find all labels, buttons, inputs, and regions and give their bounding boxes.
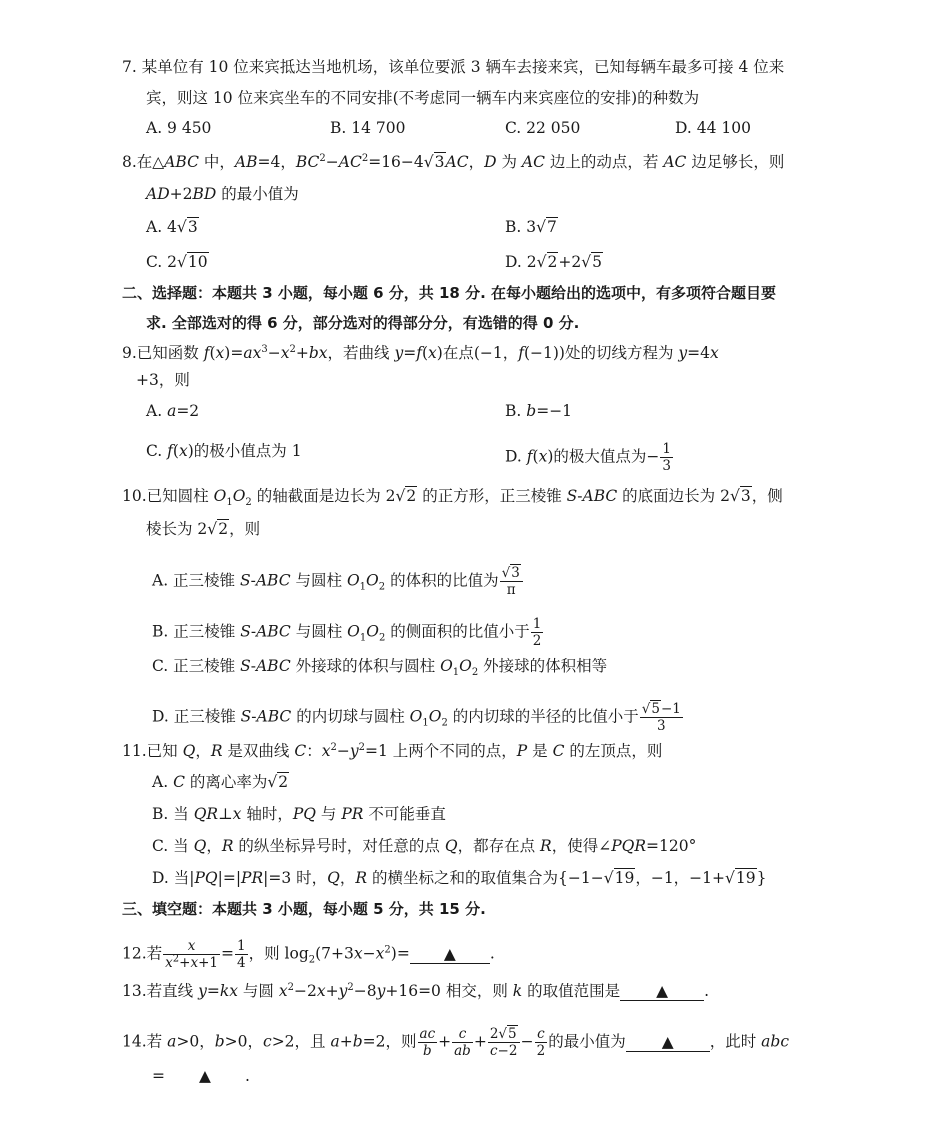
q9-option-a: A. a=2 (146, 402, 200, 420)
q13-line: 13.若直线 y=kx 与圆 $x^2-2x+y^2-8y+16=0$ 相交，则 k 的取值范围是 ▲ . (122, 981, 710, 1000)
q8-option-c: C. 2√10 (146, 253, 208, 271)
q10-option-d: D. 正三棱锥 S-ABC 的内切球与圆柱 $O_1O_2$ 的内切球的半径的比值小于 $\frac{√5-1}{3}$ (152, 701, 681, 734)
section3-title: 三、填空题：本题共 3 小题，每小题 5 分，共 15 分. (122, 900, 486, 918)
q8-line2: AD+2BD 的最小值为 (146, 185, 299, 203)
q10-line1: 10.已知圆柱 $O_1O_2$ 的轴截面是边长为 2√2 的正方形，正三棱锥 S-ABC 的底面边长为 2√3，侧 (122, 487, 783, 509)
q10-option-b: B. 正三棱锥 S-ABC 与圆柱 $O_1O_2$ 的侧面积的比值小于 $\frac{1}{2}$ (152, 616, 542, 649)
q14-answer-blank-2[interactable]: ▲ (199, 1067, 211, 1085)
q7-option-a: A. 9 450 (146, 119, 212, 137)
q10-line2: 棱长为 2√2，则 (146, 520, 261, 538)
q7-line1: 7. 某单位有 10 位来宾抵达当地机场，该单位要派 3 辆车去接来宾，已知每辆车最多可接 4 位来 (122, 58, 785, 76)
q12-line: 12.若 $\frac{x}{x^2+x+1}$ = $\frac{1}{4}$ ，则 $\log_2(7+3x-x^2)=$ ▲ . (122, 938, 495, 971)
q11-line1: 11.已知 Q，R 是双曲线 C：$x^2-y^2=1$ 上两个不同的点，P 是 C 的左顶点，则 (122, 741, 663, 760)
q9-option-d: D. f(x)的极大值点为− $\frac{1}{3}$ (505, 441, 671, 474)
q8-option-d: D. 2√2+2√5 (505, 253, 602, 271)
q7-option-b: B. 14 700 (330, 119, 406, 137)
q8-option-a: A. 4√3 (146, 218, 198, 236)
q7-option-c: C. 22 050 (505, 119, 581, 137)
section2-title-line1: 二、选择题：本题共 3 小题，每小题 6 分，共 18 分. 在每小题给出的选项中，有多项符合题目要 (122, 284, 777, 302)
q11-option-b: B. 当 QR⊥x 轴时，PQ 与 PR 不可能垂直 (152, 805, 446, 823)
q12-answer-blank[interactable]: ▲ (410, 945, 490, 964)
q14-line2: = ▲ . (152, 1067, 250, 1085)
q10-option-c: C. 正三棱锥 S-ABC 外接球的体积与圆柱 $O_1O_2$ 外接球的体积相等 (152, 657, 608, 679)
q7-line2: 宾，则这 10 位来宾坐车的不同安排(不考虑同一辆车内来宾座位的安排)的种数为 (146, 89, 700, 107)
q9-option-b: B. b=−1 (505, 402, 573, 420)
q11-option-d: D. 当|PQ|=|PR|=3 时，Q，R 的横坐标之和的取值集合为{−1−√19，−1，−1+√19} (152, 869, 767, 887)
q7-option-d: D. 44 100 (675, 119, 751, 137)
q9-line1: 9.已知函数 $f(x)=ax^3-x^2+bx$，若曲线 y=f(x)在点(−1，f(−1))处的切线方程为 y=4x (122, 343, 719, 362)
q14-answer-blank-1[interactable]: ▲ (626, 1033, 710, 1052)
q8-line1: 8.在△ABC 中，AB=4，$BC^2-AC^2=16-4√3AC$，D 为 AC 边上的动点，若 AC 边足够长，则 (122, 152, 785, 171)
q14-line1: 14.若 a>0，b>0，c>2，且 a+b=2，则 $\frac{ac}{b}$ + $\frac{c}{ab}$ + $\frac{2√5}{c-2}$ − $\frac{c}{2}$ 的最小值为 ▲ ，此时 abc (122, 1026, 790, 1059)
q11-option-a: A. C 的离心率为√2 (152, 773, 289, 791)
q11-option-c: C. 当 Q，R 的纵坐标异号时，对任意的点 Q，都存在点 R，使得∠PQR=120° (152, 837, 697, 855)
q8-option-b: B. 3√7 (505, 218, 557, 236)
q9-line2: +3，则 (136, 371, 190, 389)
q13-answer-blank[interactable]: ▲ (620, 982, 704, 1001)
section2-title-line2: 求. 全部选对的得 6 分，部分选对的得部分分，有选错的得 0 分. (146, 314, 580, 332)
q9-option-c: C. f(x)的极小值点为 1 (146, 442, 302, 460)
q10-option-a: A. 正三棱锥 S-ABC 与圆柱 $O_1O_2$ 的体积的比值为 $\frac{√3}{\pi}$ (152, 565, 524, 598)
